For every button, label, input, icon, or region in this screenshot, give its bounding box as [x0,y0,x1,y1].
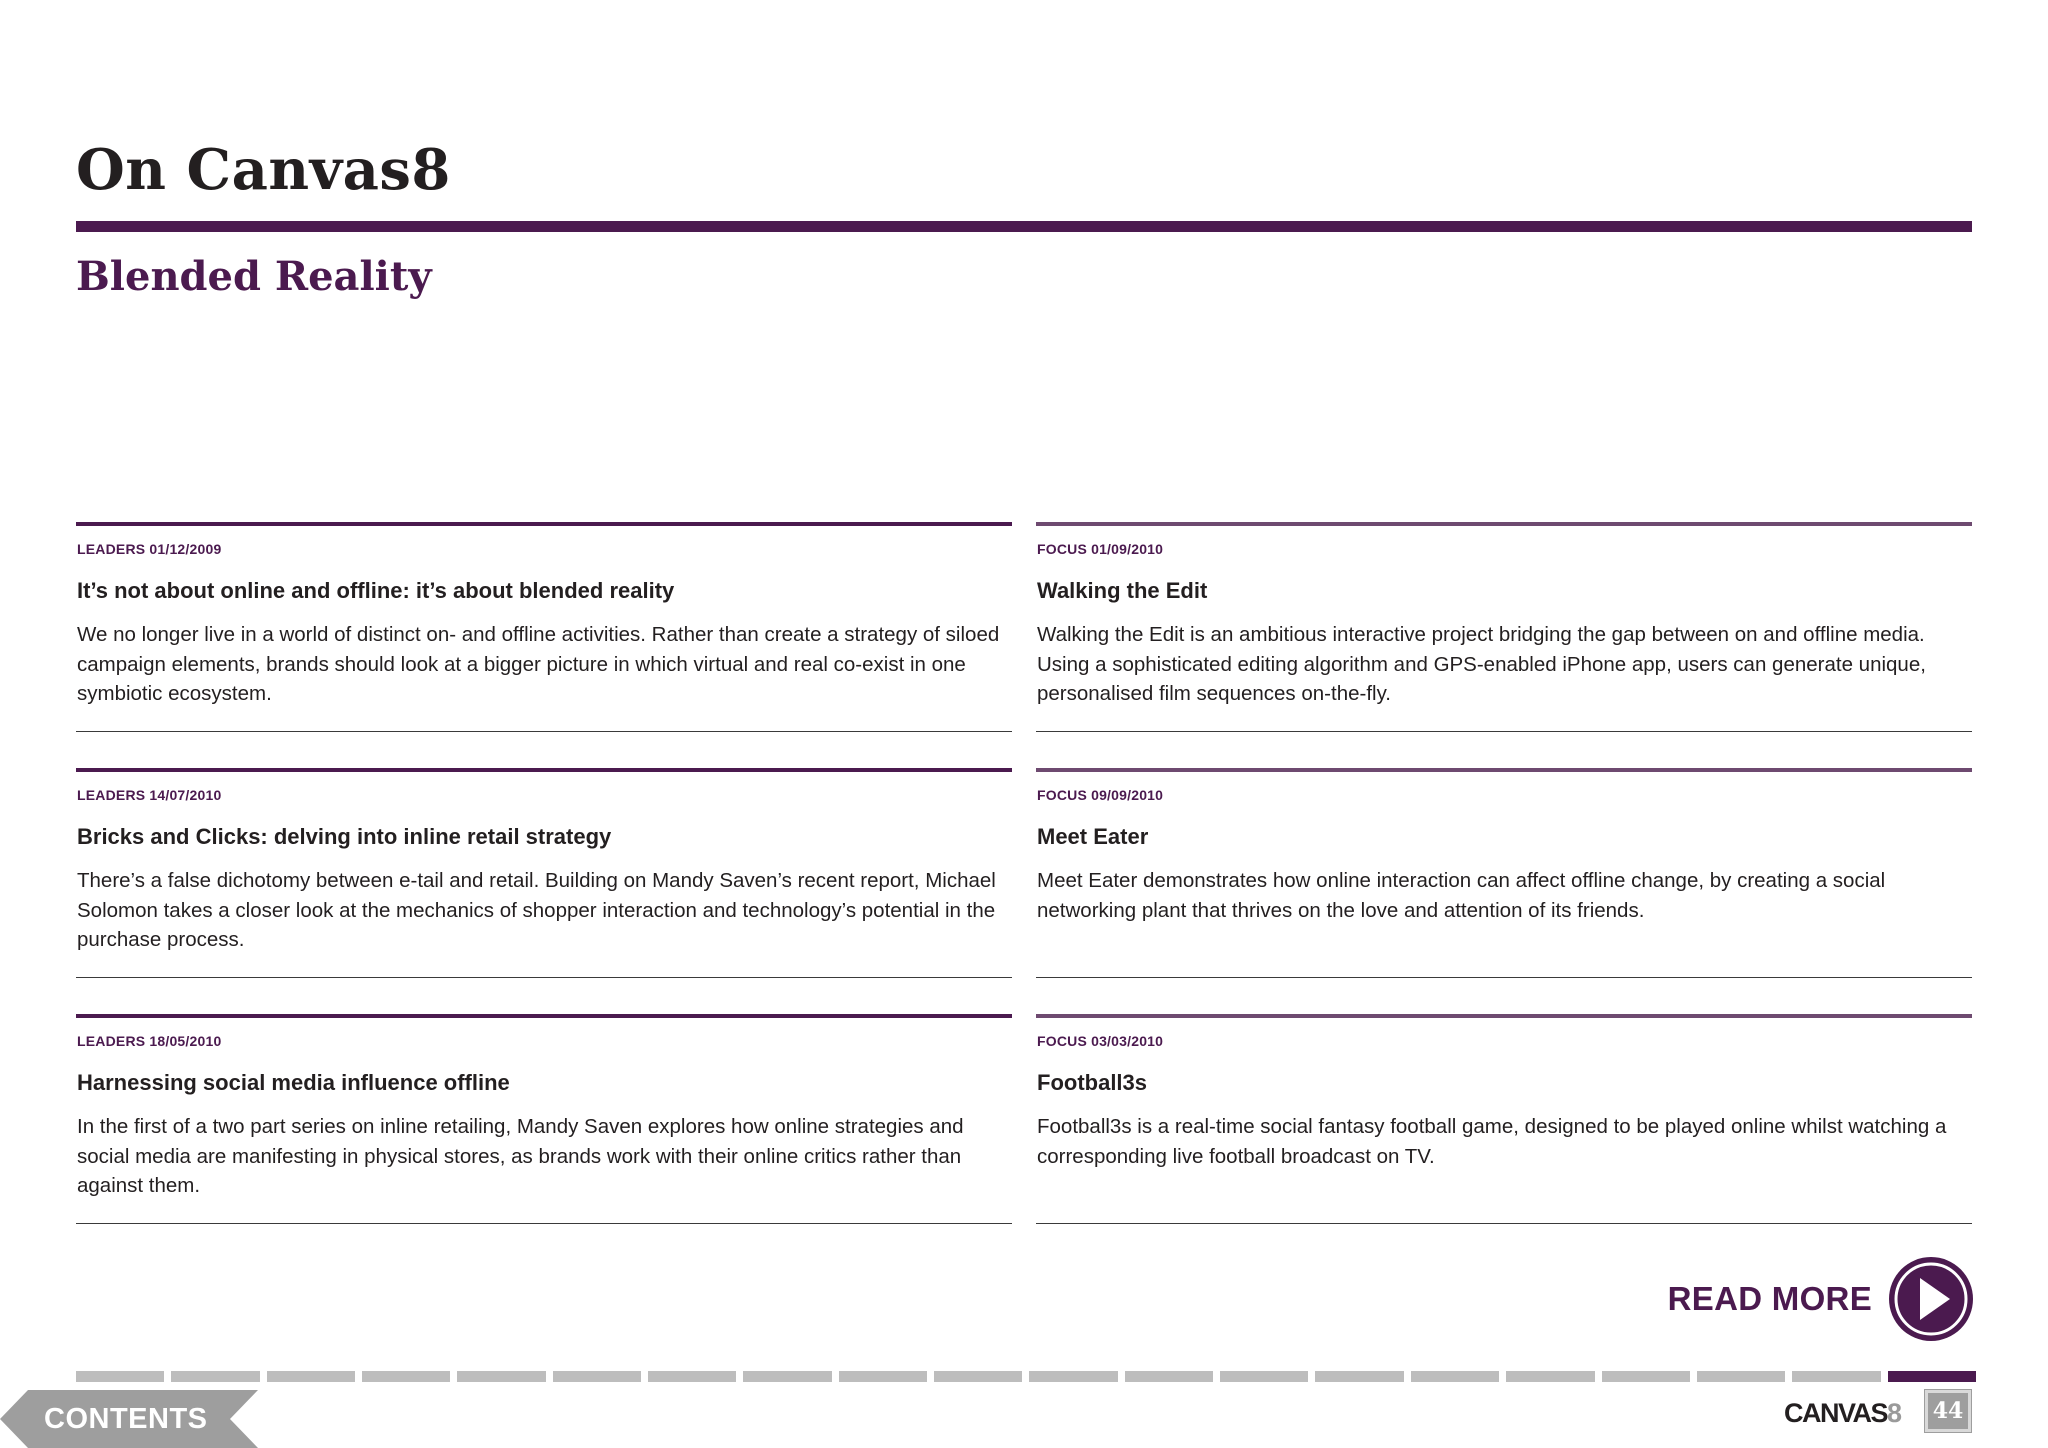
page-title: On Canvas8 [76,137,451,203]
progress-segment [1315,1371,1403,1382]
contents-label: CONTENTS [44,1403,208,1435]
article-meta: FOCUS 03/03/2010 [1037,1033,1164,1049]
article-heading[interactable]: Walking the Edit [1037,578,1208,603]
progress-segment [76,1371,164,1382]
article-card-leaders-social-media-influence[interactable] [76,1014,1012,1224]
progress-segment [1602,1371,1690,1382]
progress-segment [648,1371,736,1382]
article-heading[interactable]: Football3s [1037,1070,1148,1095]
progress-segment [1029,1371,1117,1382]
article-meta: LEADERS 18/05/2010 [77,1033,222,1049]
article-summary: Football3s is a real-time social fantasy football game, designed to be played online whilst watching a corresponding live football broadcast on TV. [1037,1115,1947,1168]
article-summary: We no longer live in a world of distinct on- and offline activities. Rather than create a strategy of siloed campaign elements, brands should look at a bigger picture in which virtual and real co-exist in one symbiotic ecosystem. [77,623,1000,705]
canvas8-logo [1784,1398,1901,1429]
progress-segment [1697,1371,1785,1382]
logo-digit: 8 [1887,1398,1901,1428]
section-title: Blended Reality [76,253,432,300]
progress-segment [743,1371,831,1382]
contents-button[interactable] [0,1390,260,1448]
article-summary: In the first of a two part series on inline retailing, Mandy Saven explores how online strategies and social media are manifesting in physical stores, as brands work with their online critics rather than against them. [77,1115,964,1197]
article-heading[interactable]: It’s not about online and offline: it’s about blended reality [77,578,675,603]
progress-segment [1792,1371,1880,1382]
article-summary: Meet Eater demonstrates how online interaction can affect offline change, by creating a social networking plant that thrives on the love and attention of its friends. [1037,869,1886,922]
title-divider [76,221,1972,232]
progress-segment [171,1371,259,1382]
play-icon[interactable] [1886,1254,1976,1344]
article-meta: LEADERS 01/12/2009 [77,541,222,557]
read-more-label: READ MORE [1667,1280,1872,1317]
article-card-focus-walking-the-edit[interactable] [1036,522,1972,732]
article-card-focus-meet-eater[interactable] [1036,768,1972,978]
progress-segment [457,1371,545,1382]
progress-segment [362,1371,450,1382]
article-card-focus-football3s[interactable] [1036,1014,1972,1224]
article-heading[interactable]: Harnessing social media influence offline [77,1070,510,1095]
article-card-leaders-bricks-and-clicks[interactable] [76,768,1012,978]
article-summary: Walking the Edit is an ambitious interactive project bridging the gap between on and offline media. Using a sophisticated editing algorithm and GPS-enabled iPhone app, users can generate unique, personalised film sequences on-the-fly. [1037,623,1926,705]
progress-segment [1125,1371,1213,1382]
article-meta: LEADERS 14/07/2010 [77,787,222,803]
article-card-leaders-blended-reality[interactable] [76,522,1012,732]
progress-segment-current [1888,1371,1976,1382]
progress-segment [1506,1371,1594,1382]
page-number: 44 [1925,1390,1971,1432]
article-heading[interactable]: Bricks and Clicks: delving into inline retail strategy [77,824,612,849]
progress-segment [1411,1371,1499,1382]
article-heading[interactable]: Meet Eater [1037,824,1149,849]
progress-segment [934,1371,1022,1382]
page-progress-bar [76,1371,1976,1382]
progress-segment [1220,1371,1308,1382]
read-more-button[interactable] [1660,1251,1976,1347]
article-meta: FOCUS 09/09/2010 [1037,787,1164,803]
progress-segment [267,1371,355,1382]
article-summary: There’s a false dichotomy between e-tail and retail. Building on Mandy Saven’s recent report, Michael Solomon takes a closer look at the mechanics of shopper interaction and technology’s potential in the purchase process. [77,869,996,951]
logo-wordmark: CANVAS [1784,1398,1888,1428]
progress-segment [839,1371,927,1382]
article-meta: FOCUS 01/09/2010 [1037,541,1164,557]
progress-segment [553,1371,641,1382]
